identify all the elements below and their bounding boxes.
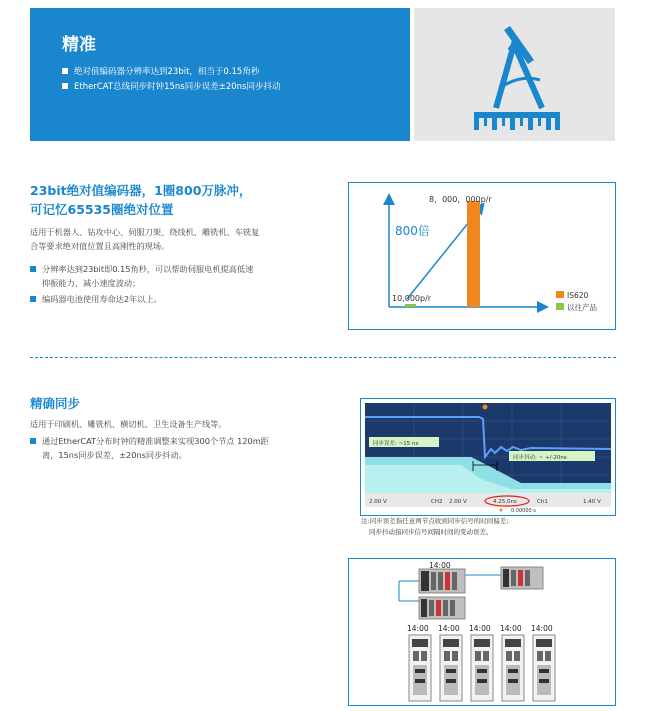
master-time-label: 14:00 — [429, 561, 451, 570]
banner-title: 精准 — [62, 35, 96, 55]
top-value-label: 8，000，000p/r — [429, 195, 492, 204]
section2-bullet-cont: 离，15ns同步误差、±20ns同步抖动。 — [42, 450, 187, 460]
scope-ch1b-value: 1.40 V — [583, 499, 601, 505]
scope-ch2-value: 2.00 V — [449, 499, 467, 505]
bullet-square-icon — [30, 296, 36, 302]
remote-io-icon — [501, 567, 543, 589]
servo-time-label: 14:00 — [407, 624, 429, 633]
oscilloscope-image — [360, 398, 616, 516]
bullet-square-icon — [62, 68, 68, 74]
precision-logo-panel — [414, 8, 615, 141]
section1-bullet-cont: 抑振能力、减小速度波动； — [42, 278, 141, 288]
servo-time-label: 14:00 — [531, 624, 553, 633]
sync-jitter-label: 同步抖动: ~ +/-20ns — [513, 455, 567, 461]
servo-drive-icon — [471, 635, 493, 701]
ratio-label: 800倍 — [395, 224, 430, 238]
bottom-value-label: 10,000p/r — [392, 294, 432, 303]
scope-offset: 0.00000 s — [511, 508, 536, 514]
scope-ch2-name: CH2 — [431, 499, 443, 505]
bullet-square-icon — [62, 83, 68, 89]
plc-controller-icon — [419, 569, 465, 593]
section1-title-line1: 23bit绝对值编码器，1圈800万脉冲， — [30, 183, 252, 198]
sync-error-label: 同步误差: ~15 ns — [373, 441, 419, 447]
servo-drive-icon — [440, 635, 462, 701]
banner-bullet: 绝对值编码器分辨率达到23bit，相当于0.15角秒 — [62, 65, 259, 77]
servo-time-label: 14:00 — [500, 624, 522, 633]
servo-time-label: 14:00 — [438, 624, 460, 633]
servo-drive-icon — [502, 635, 524, 701]
bullet-square-icon — [30, 266, 36, 272]
servo-drive-icon — [533, 635, 555, 701]
section1-bullet: 分辨率达到23bit即0.15角秒，可以帮助伺服电机提高低速 — [30, 262, 253, 276]
section1-intro: 合等要求绝对值位置且高刚性的现场。 — [30, 241, 170, 251]
scope-note: 注:同步误差指任意两节点收到同步信号的时间偏差; — [361, 517, 509, 525]
legend-label-old: 以往产品 — [567, 303, 597, 312]
resolution-chart-svg — [349, 183, 615, 329]
scope-time-value: 4.25.0ns — [493, 499, 517, 505]
oscilloscope-svg — [361, 399, 615, 515]
scope-ch1-value: 2.00 V — [369, 499, 387, 505]
scope-ch1b-name: Ch1 — [537, 499, 548, 505]
banner-bullet: EtherCAT总线同步时钟15ns同步误差±20ns同步抖动 — [62, 80, 280, 92]
scope-note: 同步抖动指同步信号间隔时间的变动误差。 — [369, 528, 493, 536]
section2-title: 精确同步 — [30, 396, 81, 411]
servo-drive-icon — [409, 635, 431, 701]
servo-time-label: 14:00 — [469, 624, 491, 633]
section2-bullet: 通过EtherCAT分布时钟的精准调整来实现300个节点 120m距 — [30, 434, 269, 448]
bullet-square-icon — [30, 438, 36, 444]
header-banner — [30, 8, 410, 141]
legend-label-is620: IS620 — [567, 291, 589, 300]
legend-swatch-is620 — [556, 291, 564, 298]
section1-bullet: 编码器电池使用寿命达2年以上。 — [30, 292, 162, 306]
section1-title-line2: 可记忆65535圈绝对位置 — [30, 202, 174, 217]
section-divider — [30, 357, 616, 358]
network-diagram — [348, 558, 616, 706]
io-module-icon — [419, 597, 465, 619]
section2-intro: 适用于印刷机、雕铣机、横切机、卫生设备生产线等。 — [30, 419, 227, 429]
bar-is620 — [467, 201, 480, 307]
section1-intro: 适用于机器人、钻攻中心、伺服刀架、绕线机、雕铣机、车铣复 — [30, 227, 260, 237]
caliper-icon — [414, 8, 615, 141]
bar-old-product — [405, 304, 416, 307]
resolution-chart — [348, 182, 616, 330]
legend-swatch-old — [556, 303, 564, 310]
network-svg — [349, 559, 615, 705]
